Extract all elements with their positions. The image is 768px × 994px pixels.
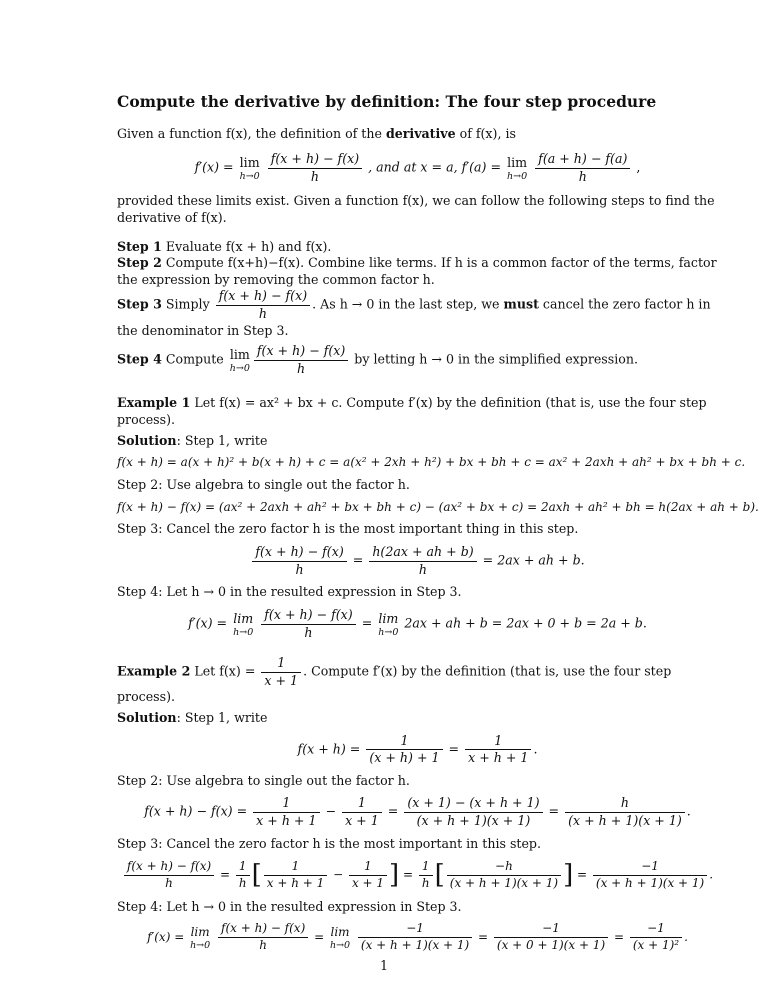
def-mid: , and at x = a, f′(a) = bbox=[368, 159, 506, 175]
example-2-eq3: $\frac{f(x + h) - f(x)}{h}$ = $\frac{1}{h}$ [ $\frac{1}{x + h + 1}$ − $\frac{1}{x + 1}$ ] = $\frac{1}{h}$ [ $\frac{-h}{(x + h + 1)(x + 1)}$ ] = $\frac{-1}{(x + h + 1)(x + 1)}$ . bbox=[117, 858, 718, 892]
example-2-eq1: f(x + h) = $\frac{1}{(x + h) + 1}$ = $\frac{1}{x + h + 1}$ . bbox=[297, 732, 538, 766]
example-2-statement: Example 2 Let f(x) = $\frac{1}{x + 1}$ . Compute f′(x) by the definition (that is, use the four step process). bbox=[117, 655, 672, 705]
example-1-step2: Step 2: Use algebra to single out the factor h. bbox=[117, 477, 410, 493]
intro-text: Given a function f(x), the definition of the bbox=[117, 126, 386, 142]
intro-paragraph-2: provided these limits exist. Given a function f(x), we can follow the following steps to find the derivative of f(x). bbox=[117, 193, 715, 225]
limit-operator: lim h→0 bbox=[239, 155, 260, 182]
example-1-eq1: f(x + h) = a(x + h)² + b(x + h) + c = a(x² + 2xh + h²) + bx + bh + c = ax² + 2axh + ah² + bx + bh + c. bbox=[117, 455, 746, 470]
step-1: Step 1 Evaluate f(x + h) and f(x). bbox=[117, 238, 332, 254]
difference-quotient: $\frac{f(x + h) - f(x)}{h}$ bbox=[268, 151, 362, 185]
example-1-eq4: f′(x) = lim h→0 $\frac{f(x + h) - f(x)}{h}$ = lim h→0 2ax + ah + b = 2ax + 0 + b = 2a + b. bbox=[188, 606, 647, 640]
difference-quotient-a: $\frac{f(a + h) - f(a)}{h}$ bbox=[535, 151, 630, 185]
example-2-eq2: f(x + h) − f(x) = $\frac{1}{x + h + 1}$ − $\frac{1}{x + 1}$ = $\frac{(x + 1) - (x + h + 1)}{(x + h + 1)(x + 1)}$ = $\frac{h}{(x + h + 1)(x + 1)}$ . bbox=[144, 795, 691, 828]
step-2: Step 2 Compute f(x+h)−f(x). Combine like terms. If h is a common factor of the terms, factor the expression by removing the common factor h. bbox=[117, 255, 717, 287]
example-1-eq3: $\frac{f(x + h) - f(x)}{h}$ = $\frac{h(2ax + ah + b)}{h}$ = 2ax + ah + b. bbox=[117, 544, 718, 578]
example-1-solution: Solution: Step 1, write bbox=[117, 432, 268, 448]
example-2-step3: Step 3: Cancel the zero factor h is the most important in this step. bbox=[117, 835, 541, 851]
limit-operator: lim h→0 bbox=[507, 155, 528, 182]
page-title: Compute the derivative by definition: The four step procedure bbox=[117, 92, 657, 111]
intro-text-2: of f(x), is bbox=[455, 126, 516, 142]
derivative-term: derivative bbox=[385, 126, 456, 142]
example-2-solution: Solution: Step 1, write bbox=[117, 709, 268, 725]
intro-paragraph bbox=[117, 126, 718, 143]
example-1-eq2: f(x + h) − f(x) = (ax² + 2axh + ah² + bx + bh + c) − (ax² + bx + c) = 2axh + ah² + bh = h(2ax + ah + b). bbox=[117, 499, 759, 514]
example-2-step4: Step 4: Let h → 0 in the resulted expression in Step 3. bbox=[117, 898, 462, 914]
page-number: 1 bbox=[379, 958, 388, 973]
step-3: Step 3 Simply $\frac{f(x + h) - f(x)}{h}$ . As h → 0 in the last step, we must cancel the zero factor h in the denominator in Step 3. bbox=[117, 288, 711, 338]
example-1-step3: Step 3: Cancel the zero factor h is the most important thing in this step. bbox=[117, 521, 579, 537]
step-4: Step 4 Compute lim h→0 $\frac{f(x + h) - f(x)}{h}$ by letting h → 0 in the simplified expression. bbox=[117, 343, 638, 376]
example-1-step4: Step 4: Let h → 0 in the resulted expression in Step 3. bbox=[117, 584, 462, 600]
example-2-step2: Step 2: Use algebra to single out the factor h. bbox=[117, 772, 410, 788]
def-lhs: f′(x) = bbox=[194, 159, 238, 175]
example-1-statement: Example 1 Let f(x) = ax² + bx + c. Compute f′(x) by the definition (that is, use the four step process). bbox=[117, 395, 707, 427]
definition-equation: f′(x) = lim h→0 $\frac{f(x + h) - f(x)}{h}$ , and at x = a, f′(a) = lim h→0 $\frac{f(a + h) - f(a)}{h}$ , bbox=[194, 151, 641, 184]
example-2-eq4: f′(x) = lim h→0 $\frac{f(x + h) - f(x)}{h}$ = lim h→0 $\frac{-1}{(x + h + 1)(x + 1)}$ = $\frac{-1}{(x + 0 + 1)(x + 1)}$ = $\frac{-1}{\text{(x + 1)²}}$ . bbox=[147, 921, 688, 952]
